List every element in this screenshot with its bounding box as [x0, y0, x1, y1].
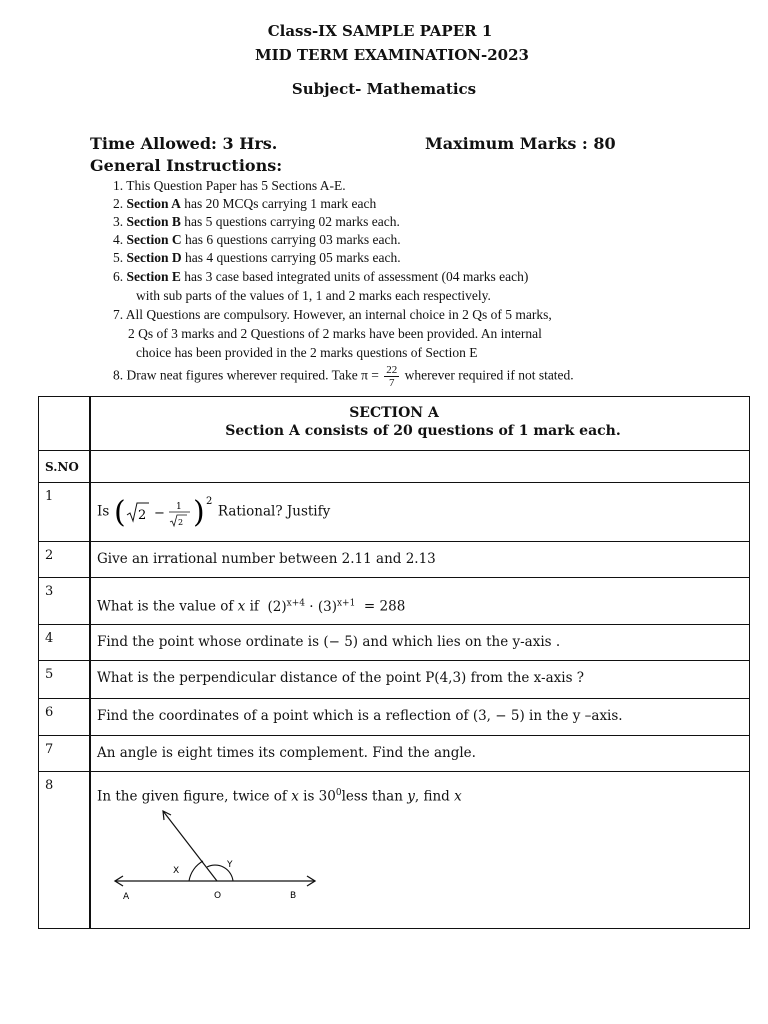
- svg-text:): ): [192, 495, 205, 529]
- question-7: An angle is eight times its complement. Find the angle.: [90, 736, 750, 772]
- section-heading-cell: [90, 397, 750, 451]
- angle-figure: [107, 807, 327, 907]
- question-number: 8: [39, 772, 91, 929]
- instruction-7-line-3: choice has been provided in the 2 marks questions of Section E: [136, 345, 478, 360]
- svg-text:A: A: [123, 891, 130, 902]
- time-allowed: Time Allowed: 3 Hrs.: [90, 134, 278, 153]
- svg-text:−: −: [153, 506, 165, 521]
- instruction-6: 6. Section E has 3 case based integrated units of assessment (04 marks each): [113, 269, 529, 284]
- question-number: 1: [39, 483, 91, 542]
- question-number: 7: [39, 736, 91, 772]
- sno-header: S.NO: [39, 451, 91, 483]
- svg-text:1: 1: [175, 502, 182, 512]
- question-8: In the given figure, twice of x is $30^0less$ than y, find x A O B X Y: [90, 772, 750, 929]
- instruction-7-line-2: 2 Qs of 3 marks and 2 Questions of 2 marks have been provided. An internal: [128, 326, 542, 341]
- section-a-table: [38, 396, 750, 929]
- question-6: Find the coordinates of a point which is a reflection of (3, − 5) in the y –axis.: [90, 699, 750, 736]
- question-4: Find the point whose ordinate is (− 5) and which lies on the y-axis .: [90, 625, 750, 661]
- paper-class-title: Class-IX SAMPLE PAPER 1: [267, 22, 493, 40]
- instruction-4: 4. Section C has 6 questions carrying 03 marks each.: [113, 232, 401, 247]
- question-3: What is the value of x if $(2)^{x+4} \cdot (3)^{x+1} = 288$: [90, 578, 750, 625]
- exponent-expression: $(2)^{x+4} \cdot (3)^{x+1}$: [263, 598, 356, 615]
- svg-text:2: 2: [177, 518, 183, 527]
- question-1: Is ( 2 − 1 2 ) 2 Rational? Justify: [90, 483, 750, 542]
- pi-fraction: $\frac{22}{7}$: [386, 364, 398, 389]
- svg-text:2: 2: [205, 496, 212, 507]
- question-number: 6: [39, 699, 91, 736]
- instruction-7-line-1: 7. All Questions are compulsory. However, an internal choice in 2 Qs of 5 marks,: [113, 307, 552, 322]
- svg-text:O: O: [214, 890, 222, 901]
- instruction-5: 5. Section D has 4 questions carrying 05 marks each.: [113, 250, 401, 265]
- question-5: What is the perpendicular distance of the point P(4,3) from the x-axis ?: [90, 661, 750, 699]
- radical-expression: [114, 495, 214, 529]
- instruction-1: 1. This Question Paper has 5 Sections A-E.: [113, 178, 346, 193]
- question-number: 5: [39, 661, 91, 699]
- sno-header-blank: [90, 451, 750, 483]
- instruction-8: 8. Draw neat figures wherever required. Take π = $\frac{22}{7}$ wherever required if not stated.: [113, 364, 574, 389]
- question-number: 3: [39, 578, 91, 625]
- svg-text:B: B: [290, 890, 297, 901]
- instruction-3: 3. Section B has 5 questions carrying 02 marks each.: [113, 214, 400, 229]
- svg-text:Y: Y: [227, 859, 233, 870]
- svg-text:X: X: [173, 865, 180, 876]
- instruction-2: 2. Section A has 20 MCQs carrying 1 mark each: [113, 196, 377, 211]
- maximum-marks: Maximum Marks : 80: [425, 134, 616, 153]
- question-number: 4: [39, 625, 91, 661]
- general-instructions-heading: General Instructions:: [90, 156, 283, 175]
- instruction-6-continued: with sub parts of the values of 1, 1 and 2 marks each respectively.: [136, 288, 491, 303]
- subject-title: Subject- Mathematics: [291, 80, 477, 98]
- svg-text:(: (: [113, 495, 126, 529]
- question-2: Give an irrational number between 2.11 and 2.13: [90, 542, 750, 578]
- svg-text:2: 2: [137, 508, 146, 523]
- ray-oc: [163, 811, 217, 881]
- exam-title: MID TERM EXAMINATION-2023: [255, 46, 529, 64]
- section-title: SECTION A: [349, 405, 439, 421]
- section-subtitle: Section A consists of 20 questions of 1 mark each.: [225, 423, 621, 439]
- question-number: 2: [39, 542, 91, 578]
